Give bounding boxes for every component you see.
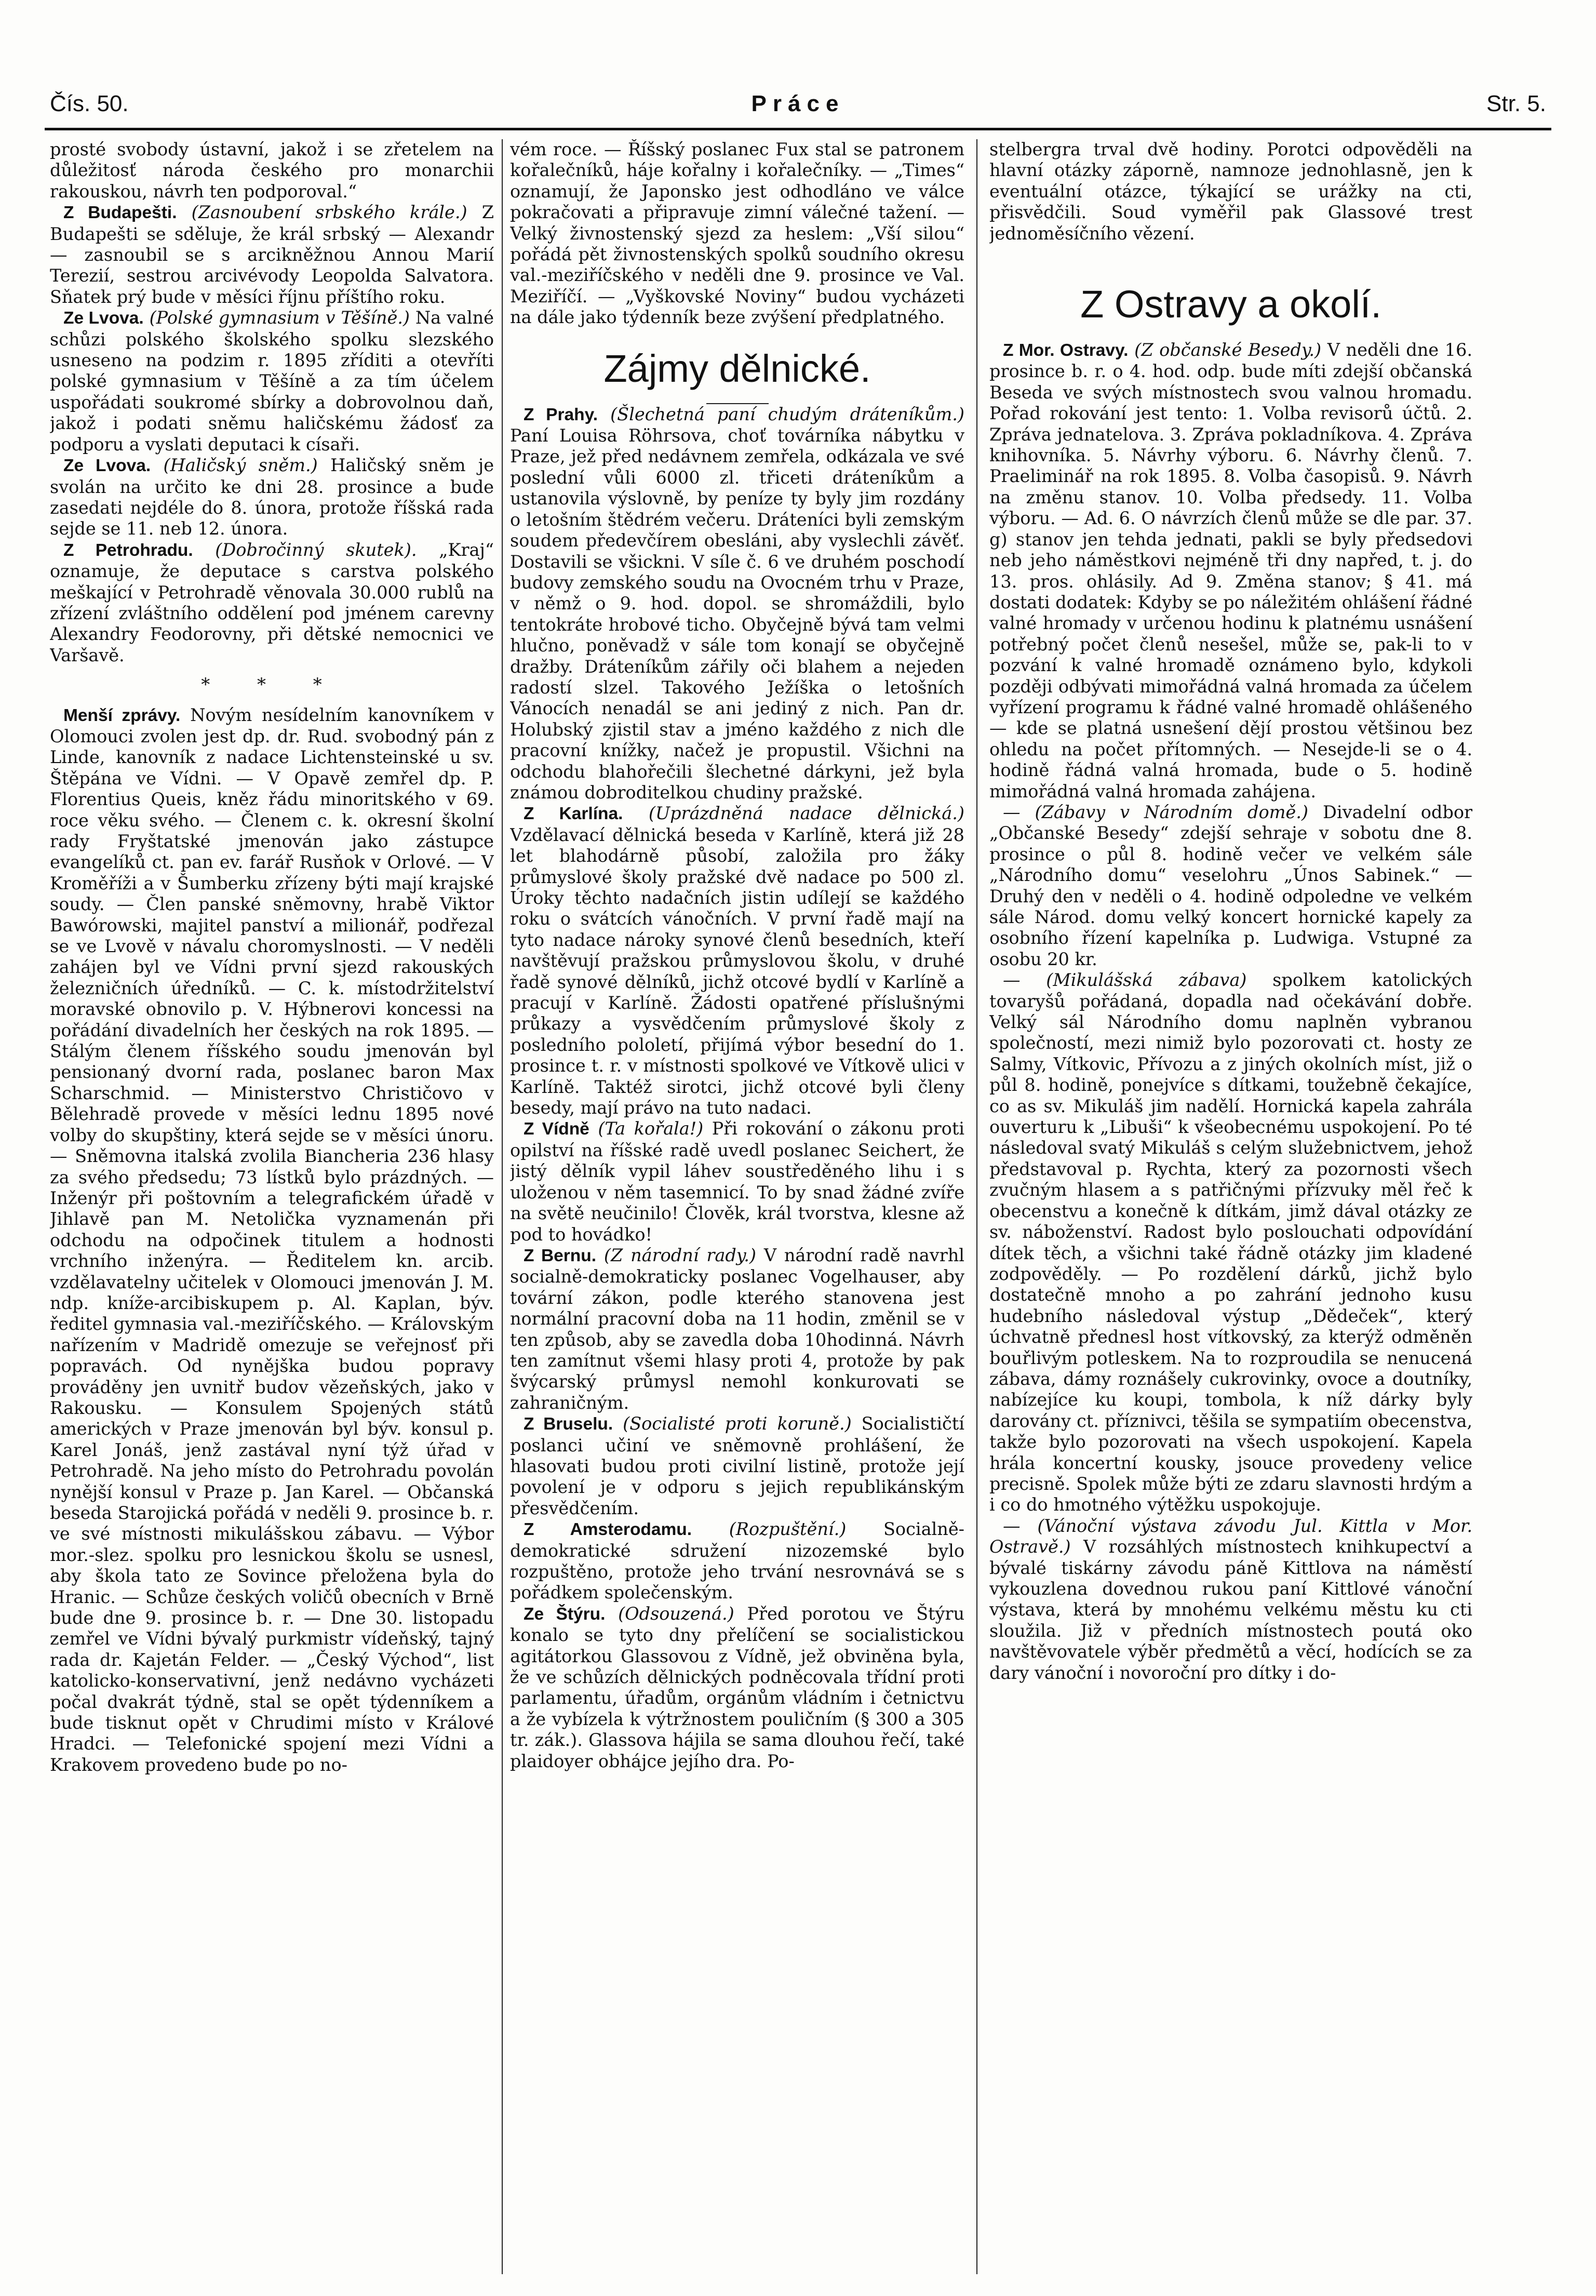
article-paragraph: [989, 970, 1472, 1516]
article-paragraph: [510, 1118, 964, 1245]
article-text: Vzdělavací dělnická beseda v Karlíně, která již 28 let blahodárně působí, založila pro žáky průmyslové školy pražské dvě nadace po 500 zl. Úroky těchto nadačních jistin udílejí se každého roku o svátcích vánočních. V první řadě mají na tyto nadace nároky synové členů besedních, kteří navštěvují pražskou průmyslovou školu, v druhé řadě synové dělníků, jichž otcové bydlí v Karlíně a pracují v Karlíně. Žádosti opatřené příslušnými průkazy a vysvědčením průmyslové školy z posledního pololetí, přijímá výbor besední do 1. prosince t. r. v místnosti spolkové ve Vítkově ulici v Karlíně. Taktéž sirotci, jichž otcové byli členy besedy, mají právo na tuto nadaci.: [510, 824, 964, 1118]
article-paragraph: [989, 802, 1472, 970]
article-subtitle: (Polské gymnasium v Těšíně.): [149, 308, 410, 328]
article-subtitle: (Socialisté proti koruně.): [623, 1413, 852, 1434]
newspaper-title: Práce: [751, 91, 845, 116]
article-subtitle: (Dobročinný skutek).: [215, 539, 417, 560]
page-number: Str. 5.: [1486, 91, 1546, 116]
article-dateline: Z Petrohradu.: [63, 540, 193, 560]
article-dateline: Ze Štýru.: [524, 1604, 606, 1624]
article-dateline: Z Budapešti.: [63, 203, 177, 223]
article-subtitle: (Z národní rady.): [603, 1245, 756, 1265]
article-paragraph: [50, 308, 494, 455]
article-text: Paní Louisa Röhrsova, choť továrníka nábytku v Praze, jež před nedávnem zemřela, odkázala ve své poslední vůli 6000 zl. třiceti dráteníkům a ustanovila výslovně, by peníze ty byly jim rozdány o letošním štědrém večeru. Dráteníci byli zemským soudem předevčírem obesláni, aby vyslechli závěť. Dostavili se všickni. V síle č. 6 ve druhém poschodí budovy zemského soudu na Ovocném trhu v Praze, v němž o 9. hod. dopol. se shromáždili, bylo tentokráte hrobové ticho. Obyčejně bývá tam velmi hlučno, poněvadž v sále tom konají se obyčejně dražby. Dráteníkům zářily oči blahem a nejeden radostí slzel. Takového Ježíška o letošních Vánocích nenadál se ani jediný z nich. Pan dr. Holubský zjistil stav a jméno každého z nich dle pracovní knížky, načež je propustil. Všichni na odchodu blahořečili šlechetné dárkyni, jež byla známou dobroditelkou chudiny pražské.: [510, 425, 964, 803]
column-1: [50, 139, 494, 2274]
article-paragraph: [510, 404, 964, 804]
column-divider-2: [976, 139, 977, 2274]
article-text: Na valné schůzi polského školského spolku slezského usneseno na podzim r. 1895 zříditi a otevříti polské gymnasium v Těšíně a za tím účelem uspořádati soukromé sbírky a dobrovolnou daň, jakož i podati sněmu haličskému žádosť za podporu a vyslati deputaci k císaři.: [50, 308, 494, 455]
article-paragraph: [510, 1519, 964, 1604]
article-paragraph: [50, 455, 494, 540]
article-subtitle: — (Mikulášská zábava): [1003, 970, 1247, 991]
article-dateline: Z Mor. Ostravy.: [1003, 341, 1129, 361]
article-subtitle: (Uprázdněná nadace dělnická.): [648, 803, 964, 824]
section-heading: Z Ostravy a okolí.: [1080, 283, 1382, 326]
article-dateline: Z Bruselu.: [524, 1414, 613, 1434]
article-text: prosté svobody ústavní, jakož i se zřetelem na důležitosť národa českého pro monarchii rakouskou, návrh ten podporoval.“: [50, 139, 494, 202]
article-dateline: Ze Lvova.: [63, 456, 151, 476]
article-text: Při rokování o zákonu proti opilství na říšské radě uvedl poslanec Seichert, že jistý dělník vypil láhev soustředěného lihu i s uloženou v něm tasemnicí. To by snad žádné zvíře na světě neučinilo! Člověk, král tvorstva, klesne až pod to hovádko!: [510, 1118, 964, 1245]
article-paragraph: [989, 139, 1472, 244]
article-paragraph: [510, 803, 964, 1118]
article-paragraph: [50, 540, 494, 666]
article-subtitle: — (Vánoční výstava závodu Jul. Kittla v Mor. Ostravě.): [989, 1515, 1472, 1557]
article-subtitle: (Zasnoubení srbského krále.): [191, 202, 467, 223]
column-2: [510, 139, 964, 2274]
article-subtitle: — (Zábavy v Národním domě.): [1003, 802, 1308, 822]
article-dateline: Z Amsterodamu.: [524, 1520, 692, 1540]
article-paragraph: [989, 1516, 1472, 1684]
article-paragraph: [50, 202, 494, 308]
article-paragraph: [50, 139, 494, 202]
article-text: vém roce. — Říšský poslanec Fux stal se patronem kořalečníků, háje kořalny i kořalečníky. — „Times“ oznamují, že Japonsko jest odhodláno ve válce pokračovati a připravuje zimní válečné tažení. — Velký živnostenský sjezd za heslem: „Vší silou“ pořádá pět živnostenských spolků soudního okresu val.-meziříčského v neděli dne 9. prosince ve Val. Meziříčí. — „Vyškovské Noviny“ budou vycházeti na dále jako týdenník beze zvýšení předplatného.: [510, 139, 964, 328]
article-text: Novým nesídelním kanovníkem v Olomouci zvolen jest dp. dr. Rud. svobodný pán z Linde, kanovník z nadace Lichtensteinské u sv. Štěpána ve Vídni. — V Opavě zemřel dp. P. Florentius Queis, kněz řádu minoritského v 69. roce věku svého. — Členem c. k. okresní školní rady Fryštatské jmenován jako zástupce evangelíků ct. pan ev. farář Rusňok v Orlové. — V Kroměříži a v Šumberku zřízeny býti mají krajské soudy. — Člen panské sněmovny, hrabě Viktor Bawórowski, majitel panství a milionář, podřezal se ve Lvově v návalu choromyslnosti. — V neděli zahájen byl ve Vídni první sjezd rakouských železničních úředníků. — C. k. místodržitelství moravské obnovilo p. V. Hýbnerovi koncessi na pořádání divadelních her českých na rok 1895. — Stálým členem říšského soudu jmenován byl pensionaný dvorní rada, poslanec baron Max Scharschmid. — Ministerstvo Christičovo v Bělehradě provede v měsíci lednu 1895 nové volby do skupštiny, která sejde se v měsíci únoru. — Sněmovna italská zvolila Biancheria 236 hlasy za svého předsedu; 73 lístků bylo prázdných. — Inženýr při poštovním a telegrafickém úřadě v Jihlavě pan M. Netolička vyznamenán při odchodu na odpočinek titulem a hodnosti vrchního inženýra. — Ředitelem kn. arcib. vzdělavatelny učitelek v Olomouci jmenován J. M. ndp. kníže-arcibiskupem p. Al. Kaplan, býv. ředitel gymnasia val.-meziříčského. — Královským nařízením v Madridě omezuje se veřejnosť při popravách. Od nynějška budou popravy prováděny jen uvnitř budov vězeňských, jako v Rakousku. — Konsulem Spojených států amerických v Praze jmenován byl býv. konsul p. Karel Jonáš, jenž zastával nyní týž úřad v Petrohradě. Na jeho místo do Petrohradu povolán nynější konsul v Praze p. Jan Karel. — Občanská beseda Starojická pořádá v neděli 9. prosince b. r. ve své místnosti mikulášskou zábavu. — Výbor mor.-slez. spolku pro lesnickou školu se usnesl, aby škola tato ze Sovince přeložena byla do Hranic. — Schůze českých voličů obecních v Brně bude dne 9. prosince b. r. — Dne 30. listopadu zemřel ve Vídni bývalý purkmistr vídeňský, tajný rada dr. Kajetán Felder. — „Český Východ“, list katolicko-konservativní, jenž nedávno vycházeti počal dvakrát týdně, stal se opět týdenníkem a bude tisknut opět v Chrudimi místo v Králové Hradci. — Telefonické spojení mezi Vídni a Krakovem provedeno bude po no-: [50, 704, 494, 1775]
article-dateline: Z Prahy.: [524, 405, 598, 424]
column-3: [989, 139, 1472, 2274]
article-text: V národní radě navrhl socialně-demokraticky poslanec Vogelhauser, aby tovární zákon, podle kterého stanovena jest normální pracovní doba na 11 hodin, změnil se v ten způsob, aby se zavedla doba 10hodinná. Návrh ten zamítnut všemi hlasy proti 4, protože by pak švýcarský průmysl nemohl konkurovati se zahraničným.: [510, 1245, 964, 1413]
article-subtitle: (Haličský sněm.): [163, 455, 318, 476]
article-text: Socialně-demokratické sdružení nizozemské bylo rozpuštěno, protože jeho trvání nesrovnává se s pořádkem společenským.: [510, 1519, 964, 1603]
article-text: „Kraj“ oznamuje, že deputace s carstva polského meškající v Petrohradě věnovala 30.000 rublů na zřízení zvláštního oddělení pod jménem carevny Alexandry Feodorovny, při dětské nemocnici ve Varšavě.: [50, 539, 494, 665]
article-text: Haličský sněm je svolán na určito ke dni 28. prosince a bude zasedati nejdéle do 8. února, protože říšská rada sejde se 11. neb 12. února.: [50, 455, 494, 539]
section-heading: Zájmy dělnické.: [603, 346, 871, 390]
header-rule: [45, 128, 1551, 130]
article-subtitle: (Šlechetná paní chudým dráteníkům.): [610, 404, 964, 424]
article-paragraph: [510, 139, 964, 328]
article-subtitle: (Z občanské Besedy.): [1134, 340, 1322, 361]
column-divider-1: [502, 139, 503, 2274]
article-subtitle: (Rozpuštění.): [729, 1519, 847, 1540]
article-paragraph: [50, 705, 494, 1776]
article-dateline: Z Vídně: [524, 1119, 589, 1139]
article-paragraph: [989, 340, 1472, 802]
section-stars: * * *: [201, 674, 343, 696]
issue-number: Čís. 50.: [50, 91, 129, 116]
article-text: V neděli dne 16. prosince b. r. o 4. hod. odp. bude míti zdejší občanská Beseda ve svých místnostech svou valnou hromadu. Pořad rokování jest tento: 1. Volba revisorů účtů. 2. Zpráva jednatelova. 3. Zpráva pokladníkova. 4. Zpráva knihovníka. 5. Návrhy výboru. 6. Návrhy členů. 7. Praeliminář na rok 1895. 8. Volba časopisů. 9. Návrh na změnu stanov. 10. Volba předsedy. 11. Volba výboru. — Ad. 6. O návrzích členů může se dle par. 37. g) stanov jen tehda jednati, pakli se byly předsedovi neb jeho náměstkovi nejméně tři dny napřed, t. j. do 13. pros. ohlásily. Ad 9. Změna stanov; § 41. má dostati dodatek: Kdyby se po náležitém ohlášení řádné valné hromady v určenou hodinu k platnému usnášení potřebný počet členů nesešel, může se, pak-li to v pozvání k valné hromadě oznámeno bylo, kdykoli později odbývati mimořádná valná hromada za účelem vyřízení programu k řádné valné hromadě ohlášeného — kde se platná usnešení dějí prostou většinou bez ohledu na počet přítomných. — Nesejde-li se o 4. hodině řádná valná hromada, bude o 5. hodině mimořádná valná hromada zahájena.: [989, 340, 1472, 802]
article-subtitle: (Ta kořala!): [598, 1118, 704, 1139]
page-header: [45, 86, 1551, 122]
article-dateline: Ze Lvova.: [63, 309, 144, 328]
article-paragraph: [510, 1604, 964, 1772]
article-text: Socialističtí poslanci učiní ve sněmovně prohlášení, že hlasovati budou proti civilní listině, protože její povolení je v odporu s jejich republikánským přesvědčením.: [510, 1413, 964, 1518]
article-subtitle: (Odsouzená.): [618, 1603, 734, 1624]
article-text: Před porotou ve Štýru konalo se tyto dny přelíčení se socialistickou agitátorkou Glassovou z Vídně, jež obviněna byla, že ve schůzích dělnických podněcovala třídní proti parlamentu, úřadům, orgánům vládním i četnictvu a že vybízela k výtržnostem pouličním (§ 300 a 305 tr. zák.). Glassova hájila se sama dlouhou řečí, také plaidoyer obhájce jejího dra. Po-: [510, 1603, 964, 1771]
article-paragraph: [510, 1413, 964, 1519]
article-text: stelbergra trval dvě hodiny. Porotci odpověděli na hlavní otázky záporně, namnoze jednohlasně, jen k eventuální otázce, týkající se urážky na cti, přisvědčili. Soud vyměřil pak Glassové trest jednoměsíčního vězení.: [989, 139, 1472, 244]
article-dateline: Menší zprávy.: [63, 705, 181, 725]
article-dateline: Z Karlína.: [524, 804, 623, 824]
article-paragraph: [510, 1245, 964, 1413]
article-text: Divadelní odbor „Občanské Besedy“ zdejší sehraje v sobotu dne 8. prosince o půl 8. hodině večer ve velkém sále „Národního domu“ veselohru „Únos Sabinek.“ — Druhý den v neděli o 4. hodině odpoledne ve velkém sále Národ. domu velký koncert hornické kapely za osobního řízení kapelníka p. Ludwiga. Vstupné za osobu 20 kr.: [989, 802, 1472, 969]
article-text: spolkem katolických tovaryšů pořádaná, dopadla nad očekávání dobře. Velký sál Národního domu naplněn vybranou společností, mezi nimiž bylo pozorovati ct. hosty ze Salmy, Vítkovic, Přívozu a z jiných okolních míst, již o půl 8. hodině, ponejvíce s dítkami, toužebně čekajíce, co as sv. Mikuláš jim nadělí. Hornická kapela zahrála ouverturu k „Libuši“ k všeobecnému uspokojení. Po té následoval svatý Mikuláš s celým služebnictvem, jehož představoval p. Rychta, který za pozornosti všech zvučným hlasem a s patřičnými přízvuky měl řeč k obecenstvu a konečně k dítkám, jimž dával otázky ze sv. náboženství. Radost bylo poslouchati odpovídání dítek těch, a všichni také řádně otázky jim kladené zodpověděly. — Po rozdělení dárků, jichž bylo dostatečně mnoho a po zahrání jednoho kusu hudebního následoval výstup „Dědeček“, který úchvatně přednesl host vítkovský, za kterýž odměněn bouřlivým potleskem. Na to rozproudila se nenucená zábava, dámy roznášely cukrovinky, ovoce a doutníky, nabízejíce ku koupi, tombola, k níž dárky byly darovány ct. příznivci, těšila se sympatiím obecenstva, takže bylo pozorovati na všech uspokojení. Kapela hrála koncertní kousky, jsouce provedeny velice precisně. Spolek může býti ze zdaru slavnosti hrdým a i co do hmotného výtěžku uspokojuje.: [989, 970, 1472, 1515]
article-text: V rozsáhlých místnostech knihkupectví a bývalé tiskárny závodu páně Kittlova na náměstí vykouzlena dovednou rukou paní Kittlové vánoční výstava, která by mnohému velkému městu ku cti sloužila. Již v předních místnostech poutá oko navštěvovatele výběr předmětů a věcí, hodících se za dary vánoční i novoroční pro dítky i do-: [989, 1537, 1472, 1683]
article-text: Z Budapešti se sděluje, že král srbský — Alexandr — zasnoubil se s arcikněžnou Annou Marií Terezií, sestrou arcivévody Leopolda Salvatora. Sňatek prý bude v měsíci říjnu příštího roku.: [50, 202, 494, 307]
article-dateline: Z Bernu.: [524, 1246, 597, 1265]
